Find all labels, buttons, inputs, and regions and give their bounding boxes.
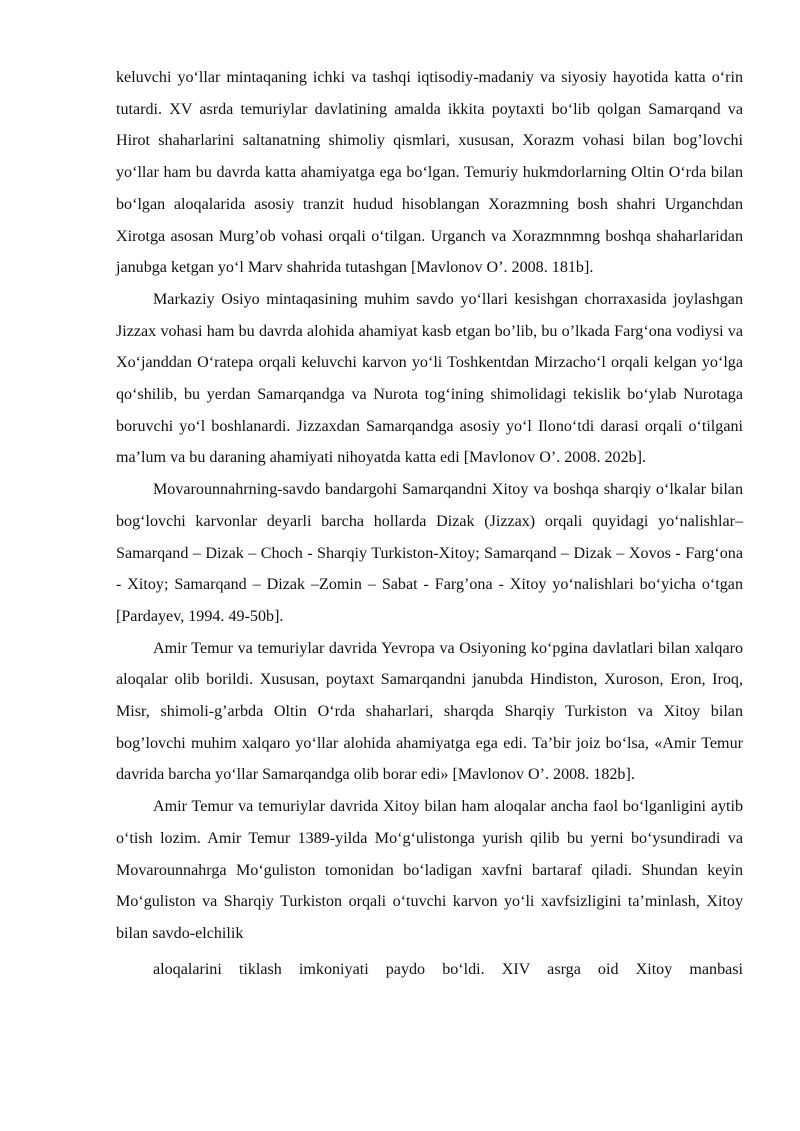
paragraph-2: Markaziy Osiyo mintaqasining muhim savdo yo‘llari kesishgan chorraxasida joylashgan Jizzax vohasi ham bu davrda alohida ahamiyat kasb etgan bo’lib, bu o’lkada Farg‘ona vodiysi va Xo‘janddan O‘ratepa orqali keluvchi karvon yo‘li Toshkentdan Mirzacho‘l orqali kelgan yo‘lga qo‘shilib, bu yerdan Samarqandga va Nurota tog‘ining shimolidagi tekislik bo‘ylab Nurotaga boruvchi yo‘l boshlanardi. Jizzaxdan Samarqandga asosiy yo‘l Ilono‘tdi darasi orqali o‘tilgani ma’lum va bu daraning ahamiyati nihoyatda katta edi [Mavlonov O’. 2008. 202b]. — [116, 290, 743, 467]
document-page — [116, 62, 743, 985]
paragraph-5: Amir Temur va temuriylar davrida Xitoy bilan ham aloqalar ancha faol bo‘lganligini aytib o‘tish lozim. Amir Temur 1389-yilda Mo‘g‘ulistonga yurish qilib bu yerni bo‘ysundiradi va Movarounnahrga Mo‘guliston tomonidan bo‘ladigan xavfni bartaraf qiladi. Shundan keyin Mo‘guliston va Sharqiy Turkiston orqali o‘tuvchi karvon yo‘li xavfsizligini ta’minlash, Xitoy bilan savdo-elchilik — [116, 798, 743, 942]
paragraph-3: Movarounnahrning-savdo bandargohi Samarqandni Xitoy va boshqa sharqiy o‘lkalar bilan bog‘lovchi karvonlar deyarli barcha hollarda Dizak (Jizzax) orqali quyidagi yo‘nalishlar–Samarqand – Dizak – Choch - Sharqiy Turkiston-Xitoy; Samarqand – Dizak – Xovos - Farg‘ona - Xitoy; Samarqand – Dizak –Zomin – Sabat - Farg’ona - Xitoy yo‘nalishlari bo‘yicha o‘tgan [Pardayev, 1994. 49-50b]. — [116, 481, 743, 625]
paragraph-4: Amir Temur va temuriylar davrida Yevropa va Osiyoning ko‘pgina davlatlari bilan xalqaro aloqalar olib borildi. Xususan, poytaxt Samarqandni janubda Hindiston, Xuroson, Eron, Iroq, Misr, shimoli-g’arbda Oltin O‘rda shaharlari, sharqda Sharqiy Turkiston va Xitoy bilan bog’lovchi muhim xalqaro yo‘llar alohida ahamiyatga ega edi. Ta’bir joiz bo‘lsa, «Amir Temur davrida barcha yo‘llar Samarqandga olib borar edi» [Mavlonov O’. 2008. 182b]. — [116, 639, 743, 784]
paragraph-6: aloqalarini tiklash imkoniyati paydo bo‘ldi. XIV asrga oid Xitoy manbasi — [153, 960, 743, 978]
paragraph-1: keluvchi yo‘llar mintaqaning ichki va tashqi iqtisodiy-madaniy va siyosiy hayotida katta o‘rin tutardi. XV asrda temuriylar davlatining amalda ikkita poytaxti bo‘lib qolgan Samarqand va Hirot shaharlarini saltanatning shimoliy qismlari, xususan, Xorazm vohasi bilan bog’lovchi yo‘llar ham bu davrda katta ahamiyatga ega bo‘lgan. Temuriy hukmdorlarning Oltin O‘rda bilan bo‘lgan aloqalarida asosiy tranzit hudud hisoblangan Xorazmning bosh shahri Urganchdan Xirotga asosan Murg’ob vohasi orqali o‘tilgan. Urganch va Xorazmnmng boshqa shaharlaridan janubga ketgan yo‘l Marv shahrida tutashgan [Mavlonov O’. 2008. 181b]. — [116, 69, 743, 277]
